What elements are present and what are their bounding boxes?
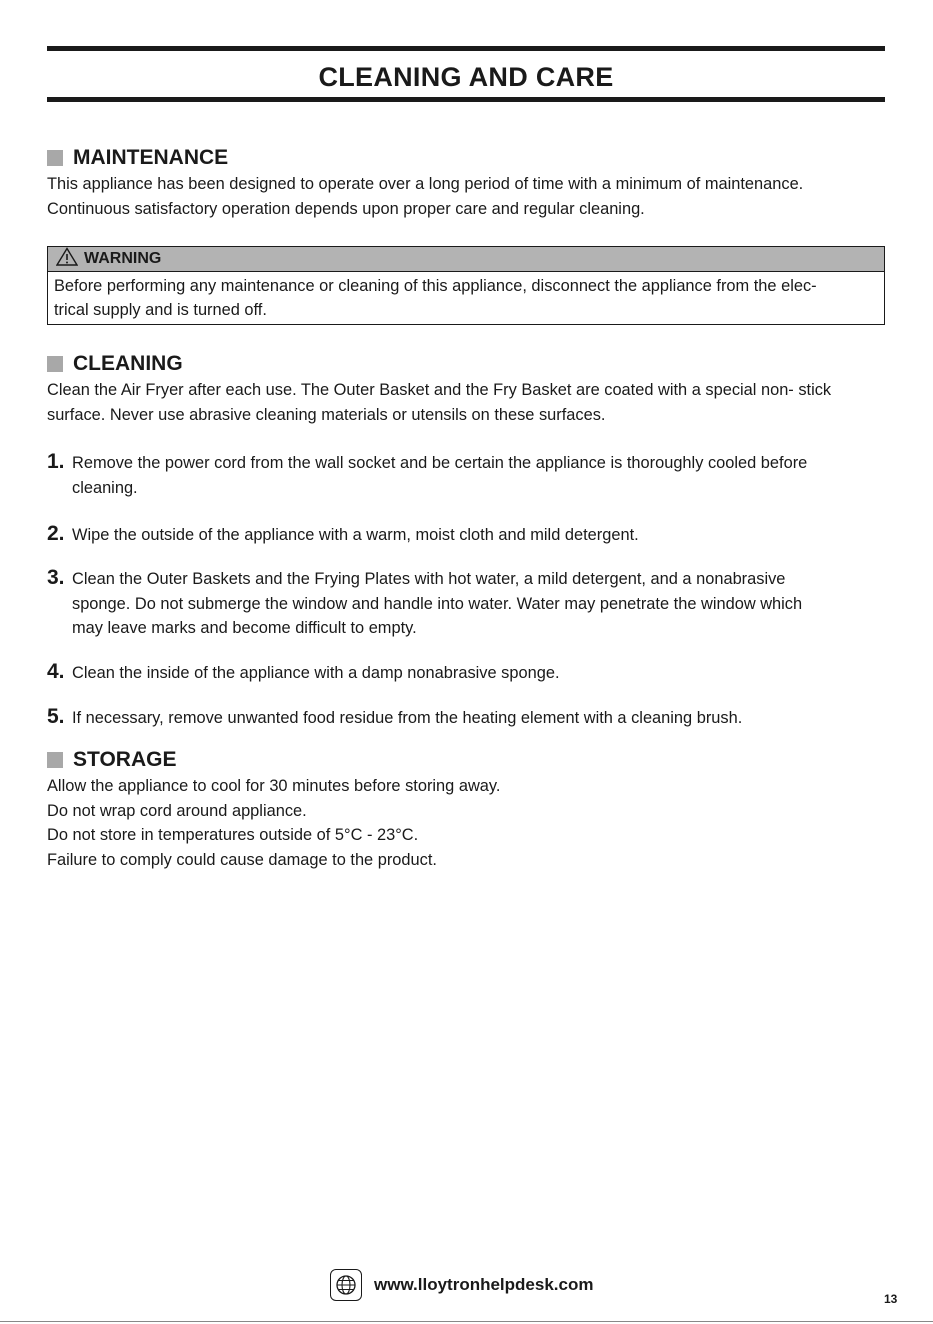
maintenance-heading-text: MAINTENANCE [73,146,229,169]
storage-text [47,774,892,872]
section-square-icon [47,150,63,166]
maintenance-text [47,172,892,221]
cleaning-step [47,567,892,641]
section-square-icon [47,752,63,768]
page-title: CLEANING AND CARE [318,62,614,92]
warning-line: trical supply and is turned off. [54,301,267,319]
cleaning-step [47,451,892,500]
cleaning-step [47,706,892,731]
step-line: may leave marks and become difficult to empty. [72,619,417,637]
title-bottom-rule [47,97,885,102]
warning-header [48,247,884,272]
maintenance-line: This appliance has been designed to operate over a long period of time with a minimum of maintenance. [47,175,804,193]
storage-line: Do not store in temperatures outside of 5°C - 23°C. [47,826,419,844]
cleaning-heading-text: CLEANING [73,352,183,375]
step-number: 1. [47,450,65,473]
cleaning-text [47,378,892,427]
warning-line: Before performing any maintenance or cleaning of this appliance, disconnect the appliance from the elec- [54,277,817,295]
step-number: 2. [47,522,65,545]
cleaning-line: surface. Never use abrasive cleaning materials or utensils on these surfaces. [47,405,606,424]
warning-box [47,246,885,325]
warning-body [48,272,884,322]
step-number: 4. [47,660,65,683]
section-square-icon [47,356,63,372]
cleaning-step [47,523,892,548]
warning-triangle-icon [56,247,84,271]
page-bottom-edge [0,1321,933,1322]
step-number: 3. [47,566,65,589]
step-line: Remove the power cord from the wall socket and be certain the appliance is thoroughly cooled before [72,454,808,472]
maintenance-heading [47,146,228,170]
maintenance-line: Continuous satisfactory operation depends upon proper care and regular cleaning. [47,199,645,218]
step-line: sponge. Do not submerge the window and handle into water. Water may penetrate the window which [72,594,803,613]
storage-line: Do not wrap cord around appliance. [47,801,307,820]
footer-url-text[interactable]: www.lloytronhelpdesk.com [374,1275,594,1294]
cleaning-step [47,661,892,686]
top-rule [47,46,885,51]
storage-line: Allow the appliance to cool for 30 minutes before storing away. [47,777,501,795]
cleaning-line: Clean the Air Fryer after each use. The Outer Basket and the Fry Basket are coated with a special non- stick [47,381,832,399]
page-number: 13 [884,1292,898,1306]
storage-heading [47,748,176,772]
storage-line: Failure to comply could cause damage to the product. [47,850,437,869]
step-line: If necessary, remove unwanted food residue from the heating element with a cleaning brush. [72,709,743,727]
storage-heading-text: STORAGE [73,748,177,771]
step-line: Clean the inside of the appliance with a damp nonabrasive sponge. [72,664,560,682]
globe-icon [330,1269,362,1301]
cleaning-heading [47,352,183,376]
step-number: 5. [47,705,65,728]
footer-website[interactable] [330,1269,593,1301]
step-line: Wipe the outside of the appliance with a warm, moist cloth and mild detergent. [72,526,639,544]
step-line: Clean the Outer Baskets and the Frying Plates with hot water, a mild detergent, and a nonabrasive [72,570,786,588]
step-line: cleaning. [72,478,138,497]
warning-label: WARNING [84,250,162,267]
